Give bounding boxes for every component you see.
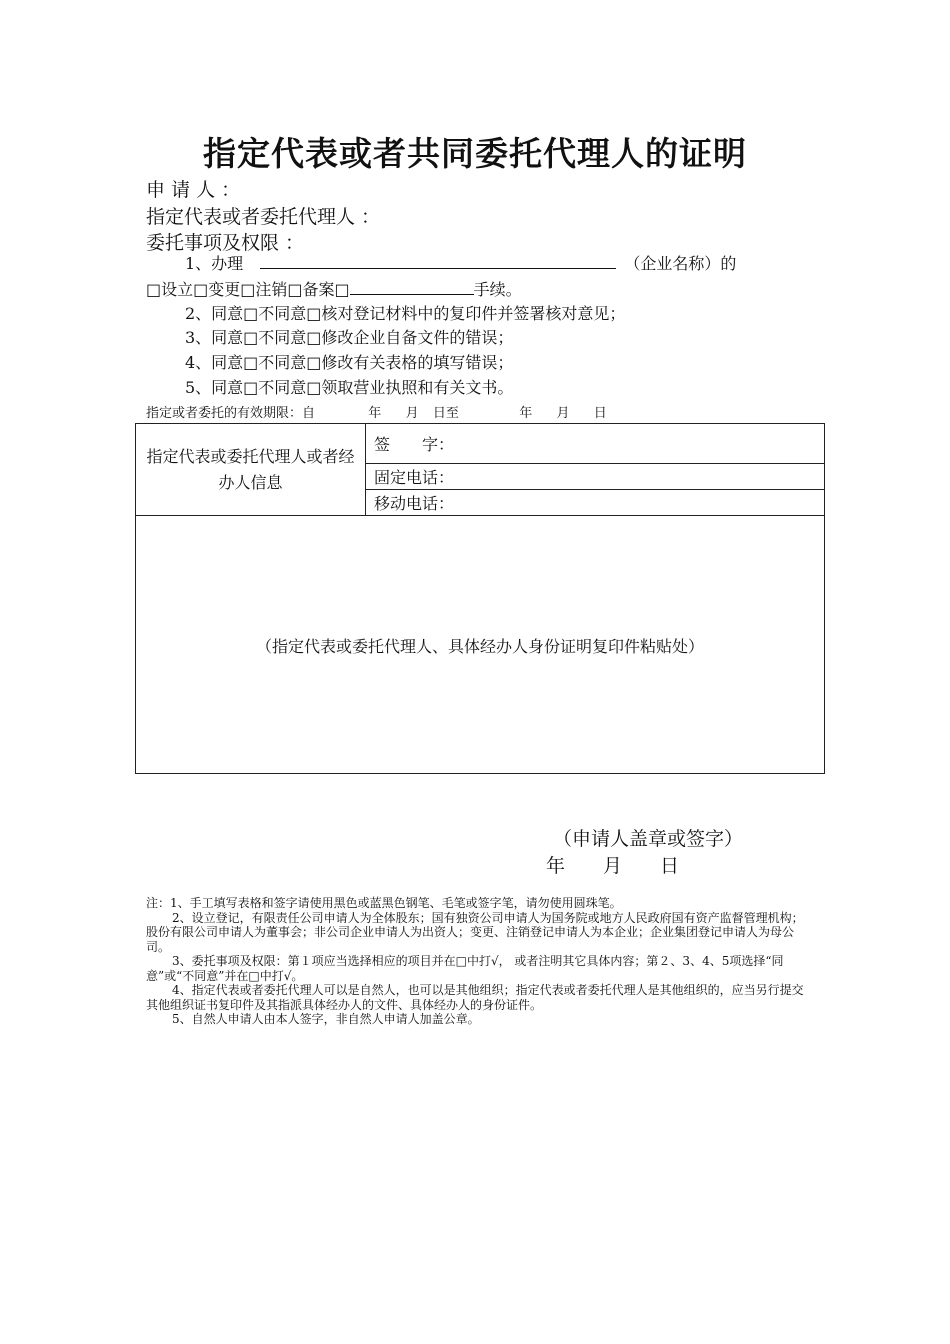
validity-year: 年 — [368, 406, 382, 421]
fixed-phone-field[interactable]: 固定电话： — [366, 464, 825, 490]
note-4: 4、指定代表或者委托代理人可以是自然人，也可以是其他组织；指定代表或者委托代理人是其他组织的，应当另行提交其他组织证书复印件及其指派具体经办人的文件、具体经办人的身份证件。 — [146, 983, 804, 1012]
validity-period — [146, 402, 607, 421]
notes-section — [146, 896, 810, 1027]
item-1-options[interactable]: □设立□变更□注销□备案□ — [146, 280, 350, 299]
id-copy-paste-area — [135, 515, 825, 774]
mobile-phone-field[interactable]: 移动电话： — [366, 490, 825, 516]
validity-label: 指定或者委托的有效期限：自 — [146, 406, 316, 421]
agent-info-label: 指定代表或委托代理人或者经办人信息 — [136, 424, 366, 516]
agent-info-table — [135, 423, 825, 516]
page-title: 指定代表或者共同委托代理人的证明 — [203, 134, 747, 173]
item-2[interactable]: 2、同意□不同意□核对登记材料中的复印件并签署核对意见； — [185, 304, 626, 323]
signing-date: 年 月 日 — [546, 855, 680, 877]
scope-field-label: 委托事项及权限 ： — [146, 232, 305, 254]
note-3: 3、委托事项及权限：第１项应当选择相应的项目并在□中打√， 或者注明其它具体内容；第２、3、4、5项选择“同意”或“不同意”并在□中打√。 — [146, 954, 784, 983]
paste-area-caption: （指定代表或委托代理人、具体经办人身份证明复印件粘贴处） — [255, 637, 704, 656]
item-1-line-2-suffix: 手续。 — [473, 280, 522, 299]
other-procedure-blank[interactable] — [350, 278, 474, 295]
validity-year-2: 年 — [519, 406, 533, 421]
note-1: 注：1、手工填写表格和签字请使用黑色或蓝黑色钢笔、毛笔或签字笔，请勿使用圆珠笔。 — [146, 896, 622, 910]
validity-day-2: 日 — [593, 406, 607, 421]
item-3[interactable]: 3、同意□不同意□修改企业自备文件的错误； — [185, 328, 514, 347]
item-1-line-2 — [146, 277, 522, 300]
note-5: 5、自然人申请人由本人签字，非自然人申请人加盖公章。 — [172, 1012, 480, 1026]
item-1-line-1 — [185, 251, 736, 274]
signature-field[interactable]: 签 字： — [366, 424, 825, 464]
company-name-blank[interactable] — [260, 252, 616, 269]
item-4[interactable]: 4、同意□不同意□修改有关表格的填写错误； — [185, 353, 514, 372]
validity-day-to: 日至 — [432, 406, 459, 421]
validity-month: 月 — [405, 406, 419, 421]
item-5[interactable]: 5、同意□不同意□领取营业执照和有关文书。 — [185, 378, 514, 397]
note-2: 2、设立登记，有限责任公司申请人为全体股东；国有独资公司申请人为国务院或地方人民政府国有资产监督管理机构；股份有限公司申请人为董事会；非公司企业申请人为出资人；变更、注销登记申请人为本企业；企业集团登记申请人为母公司。 — [146, 910, 804, 954]
applicant-field-label: 申 请 人 ： — [146, 179, 241, 201]
item-1-prefix: 1、办理 — [185, 254, 244, 273]
validity-month-2: 月 — [556, 406, 570, 421]
agent-field-label: 指定代表或者委托代理人 ： — [146, 206, 381, 228]
applicant-stamp-label: （申请人盖章或签字） — [553, 828, 744, 850]
item-1-suffix: （企业名称）的 — [624, 254, 737, 273]
